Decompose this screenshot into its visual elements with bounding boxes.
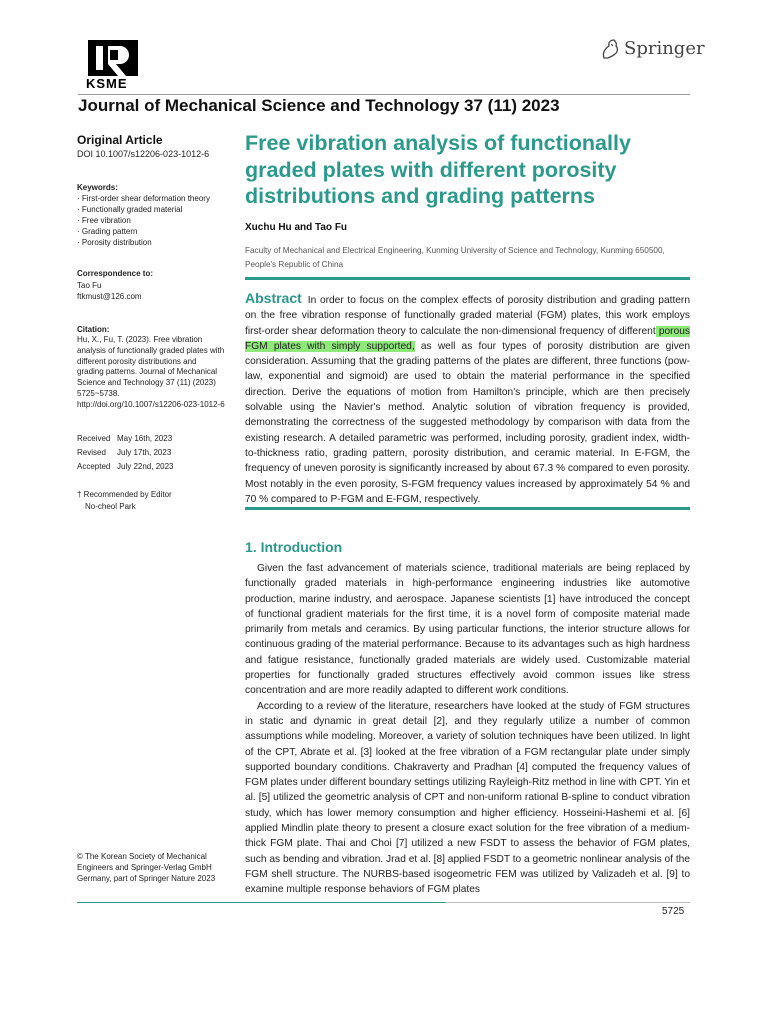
keyword-item: · Grading pattern [77, 227, 138, 236]
paragraph: Given the fast advancement of materials science, traditional materials are being replaced by functionally graded materials in high-performance engineering industries like automotive production, marine industry, and aerospace. Japanese scientists [1] have introduced the concept of functional gradient materials for the first time, it is a novel form of composite material made primarily from metals and ceramics. By using particular functions, the interior structure allows for continuous grading of the material performance. Because to its advantages such as high hardness and fatigue resistance, functionally graded materials are widely used. Customizable material properties for functionally graded structures effectively avoid common issues like stress concentration and are more readily adapted to different work conditions. [245, 563, 690, 697]
journal-title: Journal of Mechanical Science and Technology 37 (11) 2023 [78, 96, 560, 115]
keywords-title: Keywords: [77, 183, 118, 192]
society-logo-text: KSME [86, 76, 128, 91]
date-value: May 16th, 2023 [117, 434, 173, 443]
abstract-bottom-rule [245, 507, 690, 510]
correspondence-title: Correspondence to: [77, 269, 154, 278]
article-authors: Xuchu Hu and Tao Fu [245, 222, 348, 233]
abstract-highlight[interactable]: porous FGM plates with simply supported, [245, 325, 691, 352]
publisher-name: Springer [624, 38, 705, 59]
springer-horse-icon [600, 38, 620, 60]
article-title: Free vibration analysis of functionally graded plates with different porosity distributions and grading patterns [245, 131, 631, 208]
author-affiliation: Faculty of Mechanical and Electrical Engineering, Kunming University of Science and Technology, Kunming 650500, People's Republic of China [245, 246, 665, 269]
page-number: 5725 [662, 906, 685, 917]
recommended-note [77, 489, 227, 513]
abstract-text: In order to focus on the complex effects of porosity distribution and grading pattern on the free vibration response of functionally graded material (FGM) plates, this work employs first-order shear deformation theory to calculate the non-dimensional frequency of different [245, 295, 690, 337]
date-row-accepted [77, 462, 227, 471]
footer-rule [445, 902, 690, 903]
recommended-line: † Recommended by Editor [77, 490, 172, 499]
date-label: Accepted [77, 462, 111, 471]
abstract-text: as well as four types of porosity distribution are given consideration. Assuming that the grading patterns of the plates are different, three functions (pow-law, exponential and sigmoid) are used to obtain the material performance in the specified direction. Derive the equations of motion from Hamilton's principle, which are then precisely solvable using the Navier's method. Analytic solution of vibration frequency is provided, demonstrating the correctness of the suggested methodology by comparison with data from the existing research. A detailed parametric was performed, including porosity, gradient index, width-to-thickness ratio, grading pattern, porosity distribution, and ceramic material. In E-FGM, the frequency of uneven porosity is significantly increased by about 67.3 % compared to even porosity. Most notably in the even porosity, S-FGM frequency values increased by approximately 54 % and 70 % compared to P-FGM and E-FGM, respectively. [245, 340, 691, 505]
date-label: Revised [77, 448, 106, 457]
article-type: Original Article [77, 133, 163, 147]
citation-title: Citation: [77, 325, 110, 334]
date-row-revised [77, 448, 227, 457]
recommended-editor: No-cheol Park [85, 502, 136, 511]
keyword-item: · First-order shear deformation theory [77, 194, 210, 203]
footer-rule-accent [77, 902, 445, 903]
abstract-label: Abstract [245, 290, 302, 306]
abstract-top-rule [245, 277, 690, 280]
copyright-notice: © The Korean Society of Mechanical Engineers and Springer-Verlag GmbH Germany, part of Springer Nature 2023 [77, 852, 216, 883]
section-heading-introduction: 1. Introduction [245, 539, 343, 555]
correspondence-name: Tao Fu [77, 281, 102, 290]
keywords-list [77, 193, 227, 248]
header-divider [78, 94, 690, 95]
date-label: Received [77, 434, 111, 443]
correspondence-email-link[interactable]: ftkmust@126.com [77, 292, 142, 301]
paragraph: According to a review of the literature, researchers have looked at the study of FGM structures in static and dynamic in great detail [2], and they regularly utilize a number of common assumptions while modeling. Moreover, a variety of solution techniques have been utilized. In light of the CPT, Abrate et al. [3] looked at the free vibration of a FGM rectangular plate under simply supported boundary conditions. Chakraverty and Pradhan [4] computed the frequency values of FGM plates under different boundary settings utilizing Rayleigh-Ritz method in line with CPT. Yin et al. [5] utilized the geometric analysis of CPT and non-uniform rational B-spline to conduct vibration study, which has lower memory consumption and higher efficiency. Hosseini-Hashemi et al. [6] applied Mindlin plate theory to present a closure exact solution for the free vibration of a medium-thick FGM plate. Thai and Choi [7] utilized a new FSDT to assess the behavior of FGM plates, such as bending and vibration. Jrad et al. [8] applied FSDT to a geometric nonlinear analysis of the FGM shell structure. The NURBS-based isogeometric FEM was utilized by Valizadeh et al. [9] to examine multiple response behaviors of FGM plates [245, 700, 690, 896]
keyword-item: · Porosity distribution [77, 238, 152, 247]
date-value: July 17th, 2023 [117, 448, 172, 457]
abstract-block [245, 291, 690, 507]
date-value: July 22nd, 2023 [117, 462, 174, 471]
date-row-received [77, 434, 227, 443]
keyword-item: · Free vibration [77, 216, 131, 225]
keyword-item: · Functionally graded material [77, 205, 183, 214]
doi-text[interactable]: DOI 10.1007/s12206-023-1012-6 [77, 149, 210, 159]
introduction-body [245, 561, 690, 898]
citation-text: Hu, X., Fu, T. (2023). Free vibration analysis of functionally graded plates with different porosity distributions and grading patterns. Journal of Mechanical Science and Technology 37 (11) (2023) 5725~5738. http://doi.org/10.1007/s12206-023-1012-6 [77, 335, 225, 409]
